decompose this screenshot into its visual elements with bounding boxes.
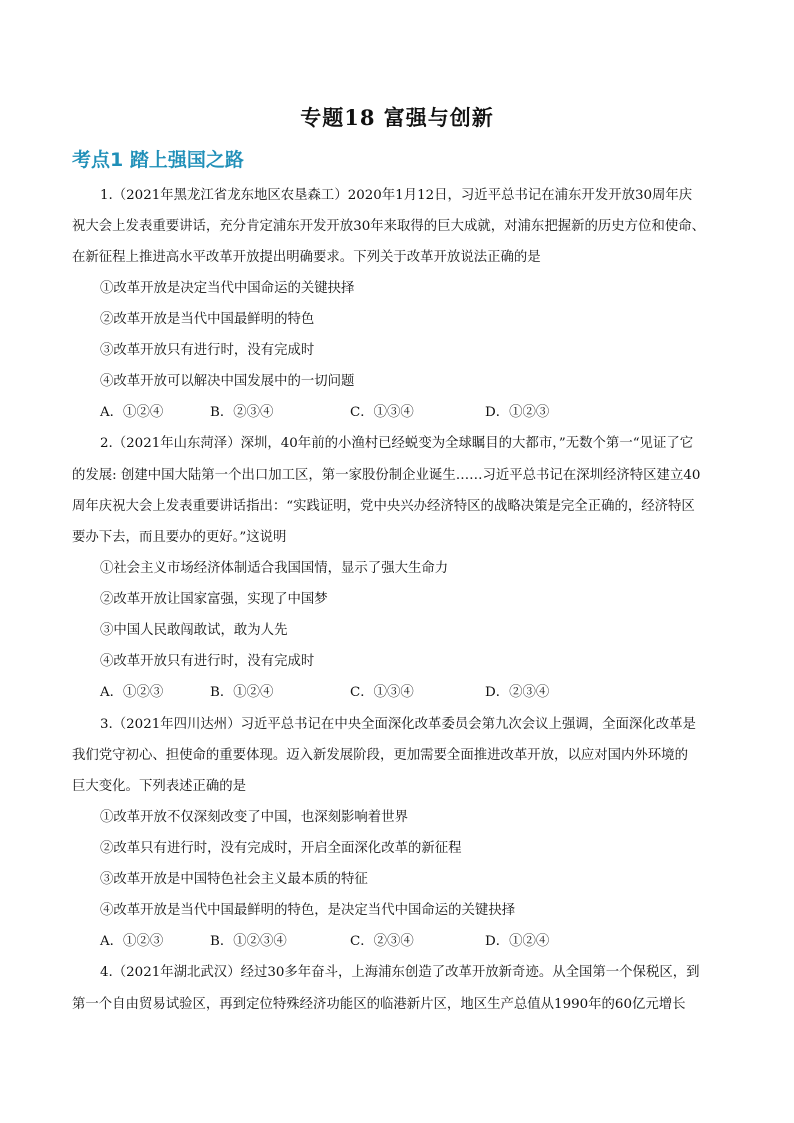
q3-option-b: B．①②③④ (210, 934, 287, 949)
q4-line-1: 4.（2021年湖北武汉）经过30多年奋斗，上海浦东创造了改革开放新奇迹。从全国第一个保税区，到 (100, 965, 700, 980)
q2-line-1: 2.（2021年山东菏泽）深圳，40年前的小渔村已经蜕变为全球瞩目的大都市，”无数个第一“见证了它 (100, 436, 694, 451)
q2-statement-2: ②改革开放让国家富强，实现了中国梦 (100, 592, 328, 607)
q1-statement-3: ③改革开放只有进行时，没有完成时 (100, 343, 315, 358)
q1-line-2: 祝大会上发表重要讲话，充分肯定浦东开发开放30年来取得的巨大成就，对浦东把握新的历史方位和使命、 (72, 219, 706, 234)
q1-statement-4: ④改革开放可以解决中国发展中的一切问题 (100, 374, 355, 389)
q2-option-c: C．①③④ (350, 685, 414, 700)
q1-line-3: 在新征程上推进高水平改革开放提出明确要求。下列关于改革开放说法正确的是 (72, 250, 541, 265)
q3-option-a: A．①②③ (100, 934, 164, 949)
q2-option-b: B．①②④ (210, 685, 274, 700)
q2-line-3: 周年庆祝大会上发表重要讲话指出：“实践证明，党中央兴办经济特区的战略决策是完全正确的，经济特区 (72, 499, 695, 514)
q2-statement-4: ④改革开放只有进行时，没有完成时 (100, 654, 315, 669)
q1-option-c: C．①③④ (350, 405, 414, 420)
q2-option-d: D．②③④ (485, 685, 550, 700)
q1-statement-2: ②改革开放是当代中国最鲜明的特色 (100, 312, 315, 327)
q1-line-1: 1.（2021年黑龙江省龙东地区农垦森工）2020年1月12日，习近平总书记在浦东开发开放30周年庆 (100, 188, 693, 203)
q2-statement-1: ①社会主义市场经济体制适合我国国情，显示了强大生命力 (100, 561, 449, 576)
q3-line-1: 3.（2021年四川达州）习近平总书记在中央全面深化改革委员会第九次会议上强调，全面深化改革是 (100, 717, 696, 732)
q4-line-2: 第一个自由贸易试验区，再到定位特殊经济功能区的临港新片区，地区生产总值从1990年的60亿元增长 (72, 997, 686, 1012)
q3-line-3: 巨大变化。下列表述正确的是 (72, 779, 247, 794)
q3-line-2: 我们党守初心、担使命的重要体现。迈入新发展阶段，更加需要全面推进改革开放，以应对国内外环境的 (72, 748, 688, 763)
page-title: 专题18 富强与创新 (300, 105, 494, 130)
q3-option-d: D．①②④ (485, 934, 550, 949)
q1-option-a: A．①②④ (100, 405, 164, 420)
q1-option-b: B．②③④ (210, 405, 274, 420)
q1-statement-1: ①改革开放是决定当代中国命运的关键抉择 (100, 281, 355, 296)
q2-option-a: A．①②③ (100, 685, 164, 700)
q1-option-d: D．①②③ (485, 405, 550, 420)
q3-statement-1: ①改革开放不仅深刻改变了中国，也深刻影响着世界 (100, 810, 408, 825)
q2-line-2: 的发展: 创建中国大陆第一个出口加工区，第一家股份制企业诞生……习近平总书记在深圳经济特区建立40 (72, 468, 701, 483)
q3-statement-3: ③改革开放是中国特色社会主义最本质的特征 (100, 872, 368, 887)
q2-line-4: 要办下去，而且要办的更好。”这说明 (72, 530, 287, 545)
q3-statement-2: ②改革只有进行时，没有完成时，开启全面深化改革的新征程 (100, 841, 462, 856)
q3-option-c: C．②③④ (350, 934, 414, 949)
q2-statement-3: ③中国人民敢闯敢试，敢为人先 (100, 623, 288, 638)
q3-statement-4: ④改革开放是当代中国最鲜明的特色，是决定当代中国命运的关键抉择 (100, 903, 516, 918)
section-heading: 考点1 踏上强国之路 (72, 149, 244, 171)
